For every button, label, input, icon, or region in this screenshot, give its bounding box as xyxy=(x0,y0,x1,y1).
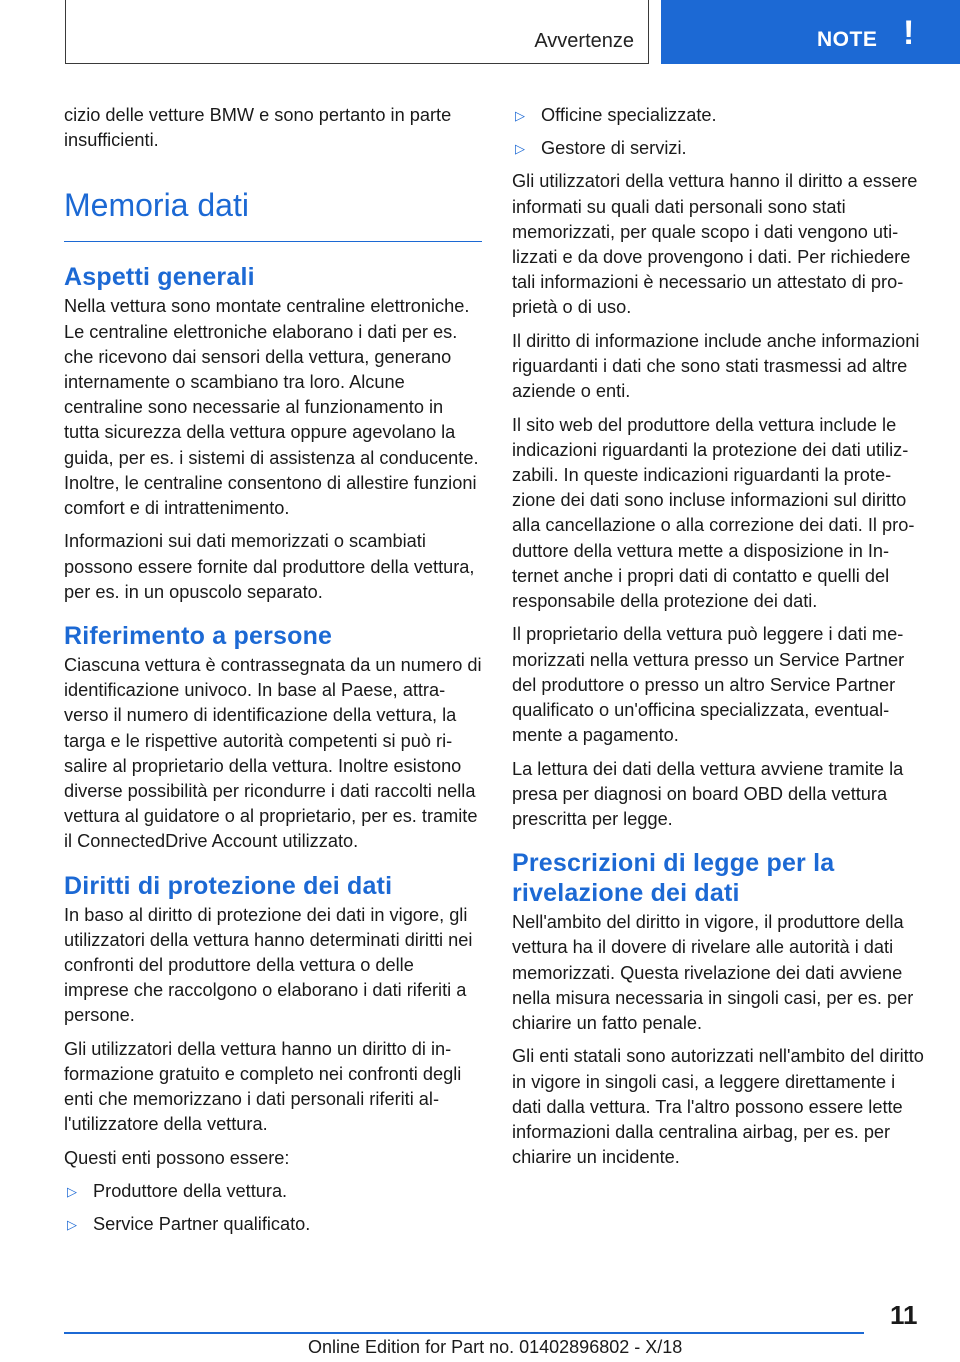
heading-memoria-dati: Memoria dati xyxy=(64,186,482,242)
intro-paragraph: cizio delle vetture BMW e sono pertanto in parte insufficienti. xyxy=(64,105,452,151)
paragraph: La lettura dei dati della vettura avviene tramite la presa per diagnosi on board OBD della vettura prescritta per legge. xyxy=(512,758,904,830)
section-title: Avvertenze xyxy=(534,30,634,52)
paragraph: Gli utilizzatori della vettura hanno un diritto di informazione gratuito e completo nei confronti degli enti che memorizzano i dati personali riferiti all'utilizzatore della vettura. xyxy=(64,1038,462,1135)
heading-diritti-protezione: Diritti di protezione dei dati xyxy=(64,871,393,900)
triangle-bullet-icon: ▷ xyxy=(515,108,525,123)
right-column xyxy=(512,103,926,1179)
triangle-bullet-icon: ▷ xyxy=(67,1217,77,1233)
footer-edition: Online Edition for Part no. 01402896802 - X/18 xyxy=(308,1337,683,1357)
footer-divider xyxy=(64,1332,864,1334)
paragraph: In baso al diritto di protezione dei dati in vigore, gli utilizzatori della vettura hanno determinati diritti nei confronti del produttore della vettura o delle imprese che raccolgono o elaborano i dati riferiti a persone. xyxy=(64,904,473,1026)
paragraph: Questi enti possono essere: xyxy=(64,1147,290,1168)
triangle-bullet-icon: ▷ xyxy=(67,1184,77,1200)
heading-aspetti-generali: Aspetti generali xyxy=(64,263,255,292)
heading-prescrizioni-legge: Prescrizioni di legge per la rivelazione dei dati xyxy=(512,849,835,908)
paragraph: Il sito web del produttore della vettura include le indicazioni riguardanti la protezione dei dati utilizzabili. In queste indicazioni riguardanti la protezione dei dati sono incluse informazioni sul diritto alla cancellazione o alla correzione dei dati. Il produttore della vettura mette a disposizione in Internet anche i propri dati di contatto e quelli del responsabile della protezione dei dati. xyxy=(512,414,915,612)
triangle-bullet-icon: ▷ xyxy=(515,141,525,157)
paragraph: Ciascuna vettura è contrassegnata da un numero di identificazione univoco. In base al Paese, attraverso il numero di identificazione della vettura, la targa e le rispettive autorità competenti si può risalire al proprietario della vettura. Inoltre esistono diverse possibilità per ricondurre i dati raccolti nella vettura al guidatore o al proprietario, per es. tramite il ConnectedDrive Account utilizzato. xyxy=(64,655,482,852)
exclamation-icon: ! xyxy=(903,14,915,52)
list-item: ▷ Gestore di servizi. xyxy=(512,136,926,161)
left-column xyxy=(64,103,482,1246)
chapter-title: NOTE xyxy=(817,28,878,51)
page-number: 11 xyxy=(890,1300,918,1330)
paragraph: Gli utilizzatori della vettura hanno il diritto a essere informati su quali dati personali sono stati memorizzati, per quale scopo i dati vengono utilizzati e da dove provengono i dati. Per richiedere tali informazioni è necessario un attestato di proprietà o di uso. xyxy=(512,171,918,318)
paragraph: Il proprietario della vettura può leggere i dati memorizzati nella vettura presso un Service Partner del produttore o presso un altro Service Partner qualificato o un'officina specializzata, eventualmente a pagamento. xyxy=(512,624,905,746)
paragraph: Gli enti statali sono autorizzati nell'ambito del diritto in vigore in singoli casi, a leggere direttamente i dati dalla vettura. Tra l'altro possono essere lette informazioni dalla centralina airbag, per es. per chiarire un incidente. xyxy=(512,1046,924,1168)
chapter-tab xyxy=(661,0,960,64)
paragraph: Nella vettura sono montate centraline elettroniche. Le centraline elettroniche elaborano i dati per es. che ricevono dai sensori della vettura, generano internamente o scambiano tra loro. Alcune centraline sono necessarie al funzionamento in tutta sicurezza della vettura oppure agevolano la guida, per es. i sistemi di assistenza al conducente. Inoltre, le centraline consentono di allestire funzioni comfort e di intrattenimento. xyxy=(64,296,479,519)
list-item: ▷ Produttore della vettura. xyxy=(64,1179,482,1204)
paragraph: Informazioni sui dati memorizzati o scambiati possono essere fornite dal produttore della vettura, per es. in un opuscolo separato. xyxy=(64,531,475,602)
paragraph: Nell'ambito del diritto in vigore, il produttore della vettura ha il dovere di rivelare alle autorità i dati memorizzati. Questa rivelazione dei dati avviene nella misura necessaria in singoli casi, per es. per chiarire un fatto penale. xyxy=(512,912,914,1034)
list-item: ▷ Officine specializzate. xyxy=(512,103,926,128)
paragraph: Il diritto di informazione include anche informazioni riguardanti i dati che sono stati trasmessi ad altre aziende o enti. xyxy=(512,330,920,402)
header-section-box xyxy=(65,0,649,64)
list-item: ▷ Service Partner qualificato. xyxy=(64,1212,482,1237)
heading-riferimento-persone: Riferimento a persone xyxy=(64,622,333,651)
